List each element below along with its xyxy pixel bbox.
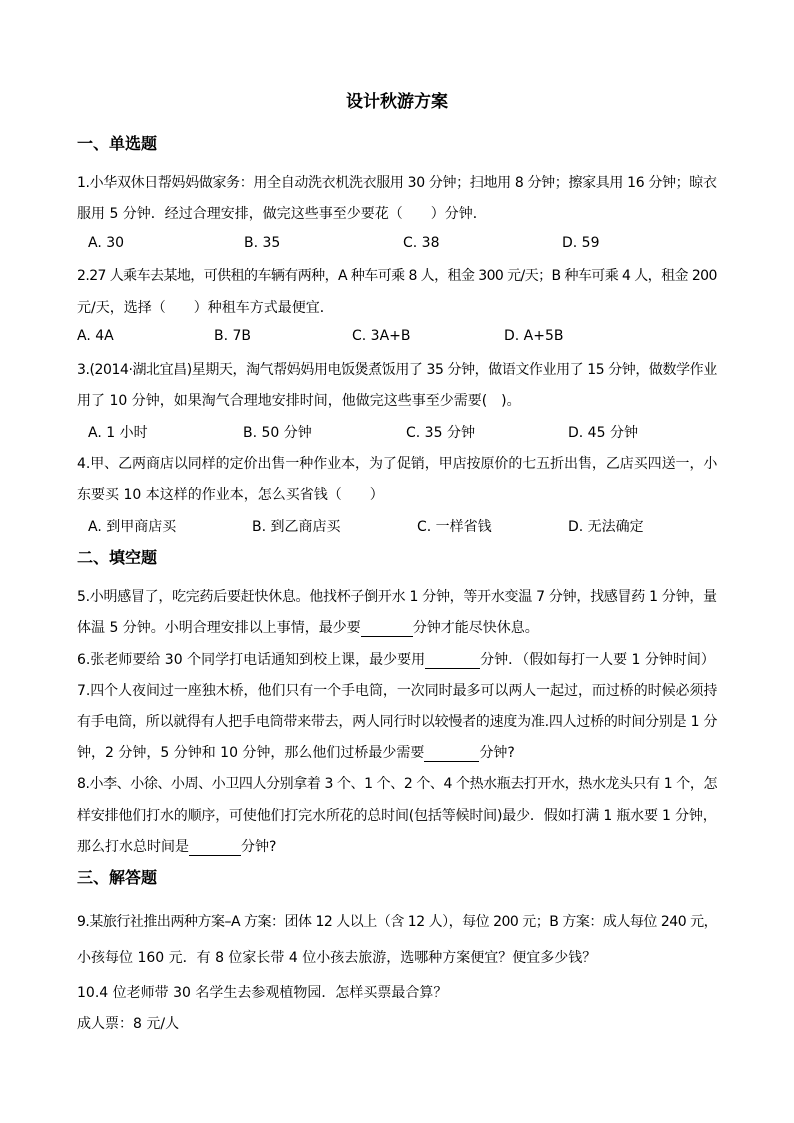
question-2-option-a: A. 4A [77,328,114,344]
question-1-line-1: 1.小华双休日帮妈妈做家务：用全自动洗衣机洗衣服用 30 分钟；扫地用 8 分钟；擦家具用 16 分钟；晾衣 [77,175,717,191]
question-1-option-c: C. 38 [403,235,440,251]
question-7-text-before-blank: 钟，2 分钟，5 分钟和 10 分钟，那么他们过桥最少需要 [77,745,425,761]
question-3-option-b: B. 50 分钟 [243,425,312,441]
question-8-text-after-blank: 分钟? [241,839,277,855]
question-5-line-2 [77,617,539,637]
question-4-line-2: 东要买 10 本这样的作业本，怎么买省钱（ ） [77,487,384,503]
question-9-line-2: 小孩每位 160 元．有 8 位家长带 4 位小孩去旅游，选哪种方案便宜？便宜多少钱？ [77,950,597,966]
question-8-text-before-blank: 那么打水总时间是 [77,839,189,855]
page-title: 设计秋游方案 [346,92,448,112]
question-10-line-1: 10.4 位老师带 30 名学生去参观植物园．怎样买票最合算？ [77,985,448,1001]
question-7-text-after-blank: 分钟? [479,745,515,761]
question-9-line-1: 9.某旅行社推出两种方案–A 方案：团体 12 人以上（含 12 人），每位 200 元；B 方案：成人每位 240 元， [77,914,718,930]
question-4-option-a: A. 到甲商店买 [88,519,177,535]
question-2-line-1: 2.27 人乘车去某地，可供租的车辆有两种，A 种车可乘 8 人，租金 300 元/天；B 种车可乘 4 人，租金 200 [77,268,717,284]
question-10-line-2: 成人票：8 元/人 [77,1016,180,1032]
question-4-option-d: D. 无法确定 [568,519,644,535]
question-1-option-a: A. 30 [88,235,125,251]
answer-blank[interactable] [425,654,480,669]
section-heading-fill-blank: 二、填空题 [77,548,158,567]
question-7-line-2: 有手电筒，所以就得有人把手电筒带来带去，两人同行时以较慢者的速度为准.四人过桥的时间分别是 1 分 [77,714,718,730]
question-6-text-before-blank: 6.张老师要给 30 个同学打电话通知到校上课，最少要用 [77,652,426,668]
question-1-option-b: B. 35 [244,235,281,251]
answer-blank[interactable] [424,747,479,762]
question-8-line-1: 8.小李、小徐、小周、小卫四人分别拿着 3 个、1 个、2 个、4 个热水瓶去打开水，热水龙头只有 1 个，怎 [77,776,718,792]
question-3-line-2: 用了 10 分钟，如果淘气合理地安排时间，他做完这些事至少需要( )。 [77,393,521,409]
question-3-option-d: D. 45 分钟 [568,425,638,441]
question-3-option-a: A. 1 小时 [88,425,148,441]
question-1-line-2: 服用 5 分钟．经过合理安排，做完这些事至少要花（ ）分钟． [77,206,487,222]
question-8-line-3 [77,836,276,856]
question-5-line-1: 5.小明感冒了，吃完药后要赶快休息。他找杯子倒开水 1 分钟，等开水变温 7 分钟，找感冒药 1 分钟，量 [77,589,717,605]
question-2-option-d: D. A+5B [504,328,564,344]
question-7-line-3 [77,742,515,762]
section-heading-single-choice: 一、单选题 [77,134,158,153]
question-4-option-b: B. 到乙商店买 [252,519,341,535]
question-2-option-b: B. 7B [214,328,252,344]
question-2-line-2: 元/天，选择（ ）种租车方式最便宜． [77,300,334,316]
question-4-line-1: 4.甲、乙两商店以同样的定价出售一种作业本，为了促销，甲店按原价的七五折出售，乙店买四送一，小 [77,456,718,472]
question-6-line [77,649,715,669]
question-1-option-d: D. 59 [562,235,600,251]
question-5-text-after-blank: 分钟才能尽快休息。 [412,620,539,636]
answer-blank[interactable] [189,841,241,856]
section-heading-solve: 三、解答题 [77,868,158,887]
question-5-text-before-blank: 体温 5 分钟。小明合理安排以上事情，最少要 [77,620,361,636]
question-2-option-c: C. 3A+B [352,328,411,344]
question-6-text-after-blank: 分钟．（假如每打一人要 1 分钟时间） [480,652,715,668]
question-8-line-2: 样安排他们打水的顺序，可使他们打完水所花的总时间(包括等候时间)最少．假如打满 1 瓶水要 1 分钟， [77,808,717,824]
question-7-line-1: 7.四个人夜间过一座独木桥，他们只有一个手电筒，一次同时最多可以两人一起过，而过桥的时候必须持 [77,683,718,699]
question-3-line-1: 3.(2014·湖北宜昌)星期天，淘气帮妈妈用电饭煲煮饭用了 35 分钟，做语文作业用了 15 分钟，做数学作业 [77,362,717,378]
answer-blank[interactable] [361,622,413,637]
question-4-option-c: C. 一样省钱 [417,519,492,535]
question-3-option-c: C. 35 分钟 [406,425,475,441]
